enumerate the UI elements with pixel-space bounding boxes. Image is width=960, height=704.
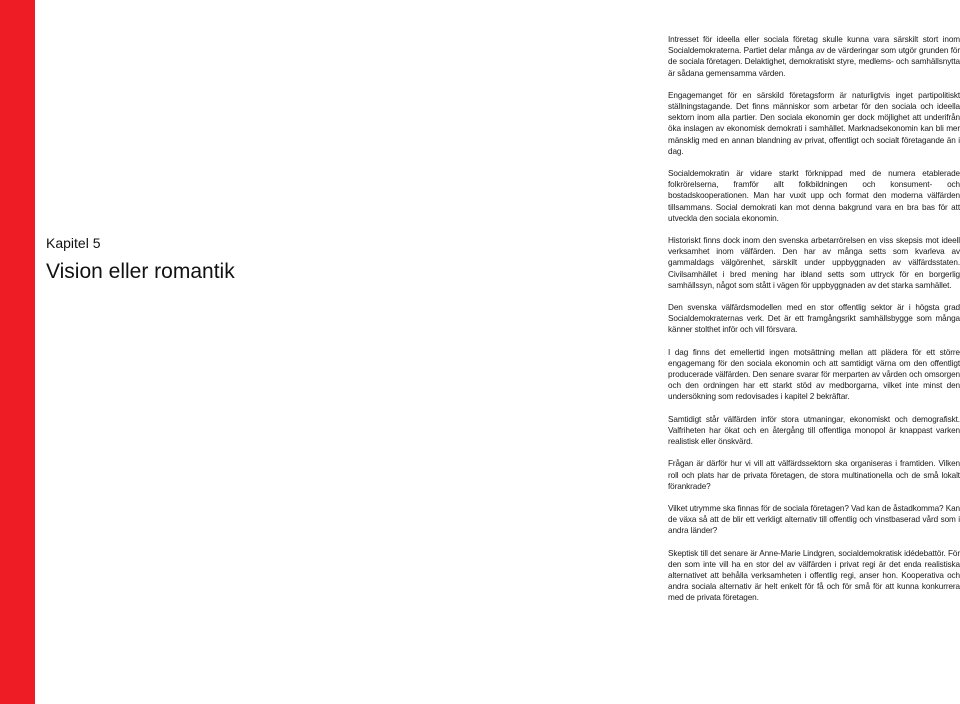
chapter-number: Kapitel 5 bbox=[46, 235, 101, 251]
body-text-column bbox=[668, 34, 960, 615]
chapter-accent-bar bbox=[0, 0, 35, 704]
paragraph: Engagemanget för en särskild företagsform är naturligtvis inget partipolitiskt ställningstagande. Det finns människor som arbetar för den sociala och ideella sektorn inom alla partier. Den sociala ekonomin ger dock möjlighet att underifrån öka inslagen av ekonomisk demokrati i samhället. Marknadsekonomin kan bli mer mänsklig med en annan blandning av privat, offentligt och socialt företagande än i dag. bbox=[668, 90, 960, 156]
paragraph: Intresset för ideella eller sociala företag skulle kunna vara särskilt stort inom Socialdemokraterna. Partiet delar många av de värderingar som utgör grunden för de sociala företagen. Delaktighet, demokratiskt styre, medlems- och samhällsnytta är sådana gemensamma värden. bbox=[668, 35, 960, 78]
chapter-title: Vision eller romantik bbox=[46, 260, 235, 283]
paragraph: Socialdemokratin är vidare starkt förknippad med de numera etablerade folkrörelserna, framför allt folkbildningen och konsument- och bostadskooperationen. Man har vuxit upp och format den moderna välfärden tillsammans. Social demokrati kan mot denna bakgrund vara en bra bas för att utveckla den sociala ekonomin. bbox=[668, 169, 960, 223]
paragraph: Den svenska välfärdsmodellen med en stor offentlig sektor är i högsta grad Socialdemokraternas verk. Det är ett framgångsrikt samhällsbygge som många känner stolthet inför och vill försvara. bbox=[668, 303, 960, 335]
paragraph: Frågan är därför hur vi vill att välfärdssektorn ska organiseras i framtiden. Vilken roll och plats har de privata företagen, de stora multinationella och de små lokalt förankrade? bbox=[668, 459, 960, 491]
paragraph: Historiskt finns dock inom den svenska arbetarrörelsen en viss skepsis mot ideell verksamhet inom välfärden. Den har av många setts som kvarleva av gammaldags välgörenhet, särskilt under uppbyggnaden av välfärdsstaten. Civilsamhället i bred mening har ibland setts som uttryck för en borgerlig samhällssyn, något som stått i vägen för uppbyggnaden av det starka samhället. bbox=[668, 236, 960, 290]
paragraph: Samtidigt står välfärden inför stora utmaningar, ekonomiskt och demografiskt. Valfriheten har ökat och en återgång till offentliga monopol är knappast varken realistisk eller önskvärd. bbox=[668, 414, 960, 447]
paragraph: I dag finns det emellertid ingen motsättning mellan att plädera för ett större engagemang för den sociala ekonomin och att samtidigt värna om den offentligt producerade välfärden. Den senare svarar för merparten av vården och omsorgen och den ordningen har ett starkt stöd av medborgarna, vilket inte minst den undersökning som redovisades i kapitel 2 bekräftar. bbox=[668, 347, 960, 402]
chapter-heading-block bbox=[46, 234, 346, 285]
paragraph: Vilket utrymme ska finnas för de sociala företagen? Vad kan de åstadkomma? Kan de växa så att de blir ett verkligt alternativ till offentlig och vinstbaserad vård som i andra länder? bbox=[668, 503, 960, 536]
paragraph: Skeptisk till det senare är Anne-Marie Lindgren, socialdemokratisk idédebattör. För den som inte vill ha en stor del av välfärden i privat regi är det enda realistiska alternativet att behålla verksamheten i offentlig regi, anser hon. Kooperativa och andra sociala alternativ är helt enkelt för få och för små för att kunna konkurrera med de privata företagen. bbox=[668, 548, 960, 603]
